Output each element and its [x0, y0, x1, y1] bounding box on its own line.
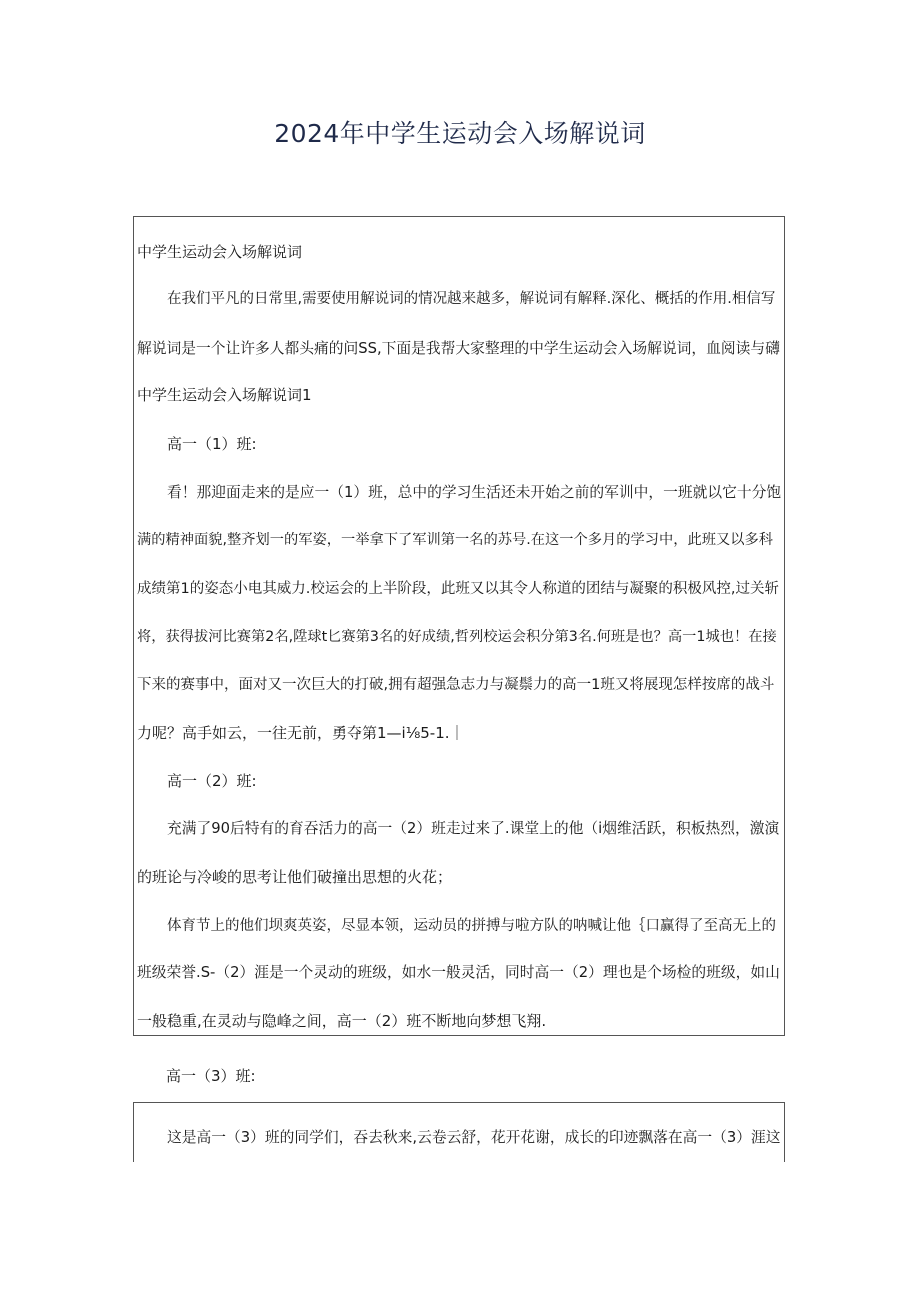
paragraph-line: 班级荣誉.S-（2）涯是一个灵动的班级，如水一般灵活，同时高一（2）理也是个场检的班级，如山	[137, 964, 780, 981]
paragraph-line: 一般稳重,在灵动与隐峰之间，高一（2）班不断地向梦想飞翔.	[137, 1012, 547, 1030]
paragraph-line: 满的精神面貌,整齐划一的军姿，一举拿下了军训第一名的苏号.在这一个多月的学习中，此班又以多科	[137, 532, 774, 548]
paragraph-line: 这是高一（3）班的同学们，吞去秋来,云卷云舒，花开花谢，成长的印迹飘落在高一（3）涯这	[167, 1129, 781, 1146]
paragraph-line: 将，获得拔河比赛第2名,陞球t匕赛第3名的好成绩,哲列校运会积分第3名.何班是也？高一1城也！在接	[137, 629, 777, 645]
paragraph-line: 充满了90后特有的育吞活力的高一（2）班走过来了.课堂上的他（i烟维活跃，积板热烈，激演	[167, 820, 780, 837]
paragraph-line: 解说词是一个让许多人都头痛的问SS,下面是我帮大家整理的中学生运动会入场解说词，血阅读与礴	[137, 340, 780, 357]
paragraph-line: 的班论与冷峻的思考让他们破撞出思想的火花；	[137, 868, 453, 886]
paragraph-line: 在我们平凡的日常里,需要使用解说词的情况越来越多，解说词有解释.深化、概括的作用.相信写	[167, 291, 776, 307]
content-box	[133, 216, 785, 1036]
document-title: 2024年中学生运动会入场解说词	[274, 119, 646, 148]
paragraph-line: 中学生运动会入场解说词	[137, 243, 303, 261]
paragraph-line: 力呢？高手如云，一往无前，勇夺第1—i⅛5-1.｜	[137, 724, 465, 742]
paragraph-line: 下来的赛事中，面对又一次巨大的打破,拥有超强急志力与凝鬃力的高一1班又将展现怎样按席的战斗	[137, 677, 775, 693]
class-heading: 高一（1）班:	[167, 435, 257, 453]
paragraph-line: 成绩第1的姿态小电其威力.校运会的上半阶段，此班又以其令人称道的团结与凝聚的积极风控,过关斩	[137, 581, 779, 597]
section-heading: 中学生运动会入场解说词1	[137, 386, 312, 404]
class-heading: 高一（2）班:	[167, 772, 257, 790]
class-heading: 高一（3）班:	[166, 1067, 256, 1085]
paragraph-line: 体育节上的他们坝爽英姿，尽显本领，运动员的拼搏与啦方队的呐喊让他｛口赢得了至高无上的	[167, 918, 776, 934]
content-box	[133, 1102, 785, 1162]
paragraph-line: 看！那迎面走来的是应一（1）班，总中的学习生活还未开始之前的军训中，一班就以它十分饱	[167, 484, 782, 501]
